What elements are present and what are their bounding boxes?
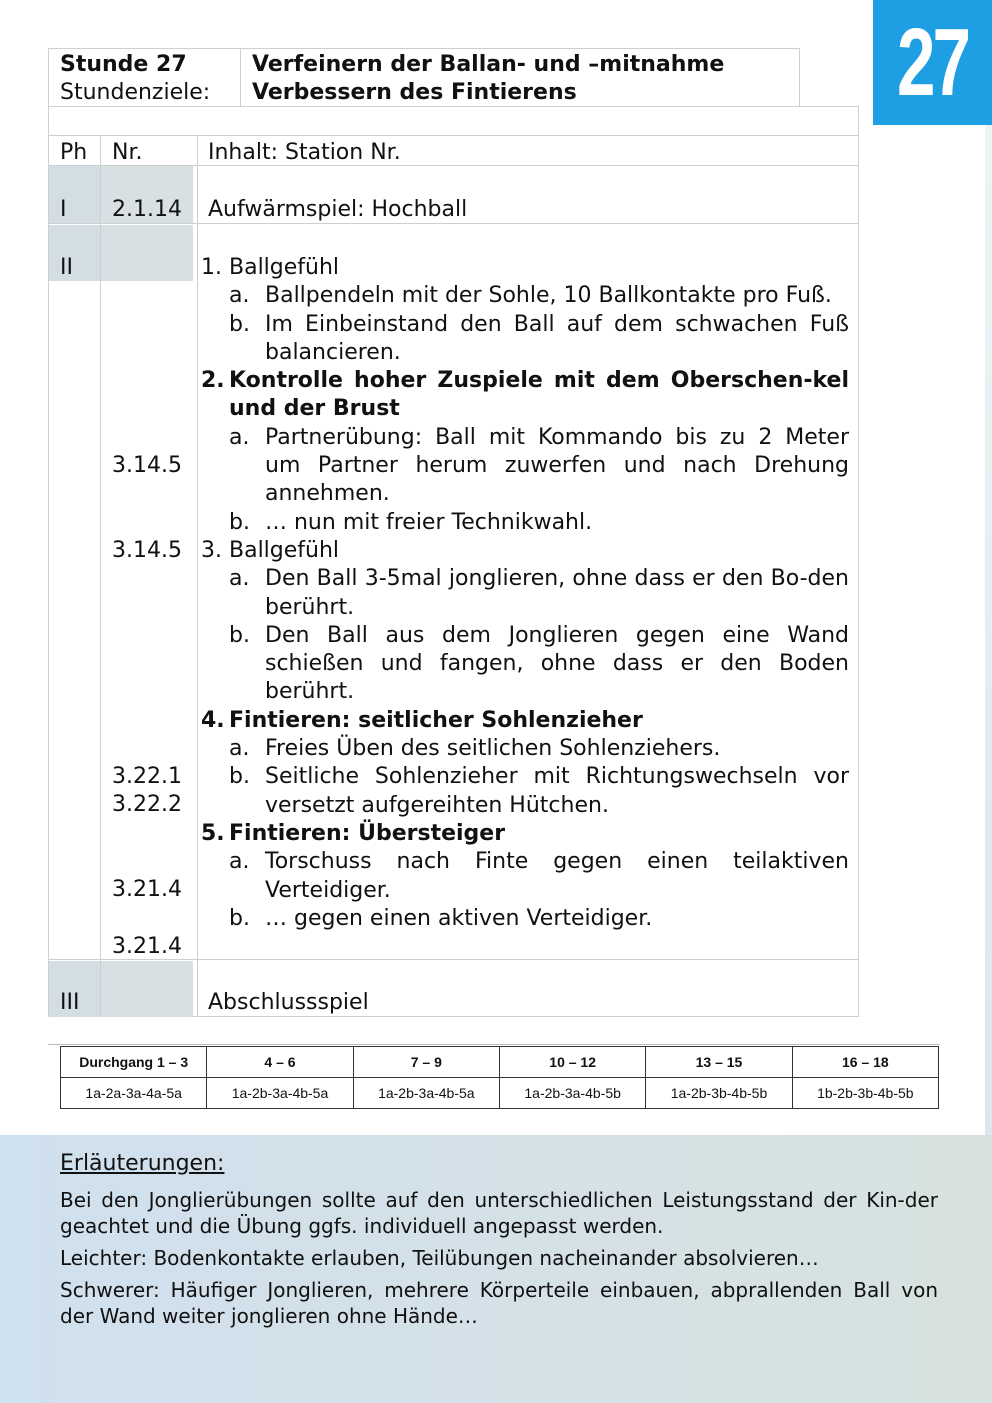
header-goals-cell (242, 49, 799, 109)
notes-paragraph: Schwerer: Häufiger Jonglieren, mehrere Körperteile einbauen, abprallenden Ball von der Wand weiter jonglieren ohne Hände… (60, 1278, 938, 1328)
row-divider (49, 135, 858, 136)
notes-paragraph: Bei den Jonglierübungen sollte auf den unterschiedlichen Leistungsstand der Kin-der geachtet und die Übung ggfs. individuell angepasst werden. (60, 1188, 938, 1238)
phase-1-label: I (60, 197, 67, 222)
sub-item (201, 311, 849, 368)
item-label: Fintieren: Übersteiger (229, 820, 506, 846)
item-number: 4. (201, 707, 225, 733)
notes-panel (0, 1135, 992, 1403)
station-nr: 3.21.4 (112, 877, 182, 902)
phase-1-nr: 2.1.14 (112, 197, 182, 222)
item-label: Kontrolle hoher Zuspiele mit dem Oberschen-kel und der Brust (229, 368, 849, 422)
lesson-table (48, 106, 859, 1017)
phase-3-label: III (60, 990, 80, 1015)
sub-item (201, 763, 849, 820)
sub-text: … nun mit freier Technikwahl. (265, 509, 593, 535)
lesson-header (48, 48, 800, 106)
sub-text: Ballpendeln mit der Sohle, 10 Ballkontakte pro Fuß. (265, 283, 832, 309)
item-label: Ballgefühl (229, 255, 340, 280)
item-number: 3. (201, 537, 222, 563)
sub-letter: a. (229, 849, 250, 875)
goal-2: Verbessern des Fintierens (252, 80, 577, 105)
table-header-cell: 7 – 9 (353, 1047, 499, 1078)
sub-text: Den Ball aus dem Jonglieren gegen eine Wand schießen und fangen, ohne dass er den Boden berührt. (265, 622, 849, 705)
list-item (201, 367, 849, 424)
sub-item (201, 282, 849, 310)
sub-letter: a. (229, 566, 250, 592)
notes-body (60, 1187, 938, 1335)
sub-text: Im Einbeinstand den Ball auf dem schwachen Fuß balancieren. (265, 311, 849, 365)
list-item (201, 537, 849, 565)
item-number: 5. (201, 820, 225, 846)
item-number: 1. (201, 255, 222, 280)
table-header-cell: 16 – 18 (792, 1047, 938, 1078)
header-left-cell (49, 49, 241, 107)
table-row (61, 1078, 939, 1109)
col-divider (100, 136, 101, 1017)
phase-2-content (201, 254, 849, 933)
phase-2-nr-shade (101, 225, 193, 281)
list-item (201, 820, 849, 848)
list-item (201, 254, 849, 282)
divider (48, 1044, 940, 1045)
notes-heading: Erläuterungen: (60, 1151, 225, 1176)
col-divider (197, 136, 198, 1017)
sub-letter: a. (229, 424, 250, 450)
phase-1-content: Aufwärmspiel: Hochball (208, 197, 468, 222)
station-nr: 3.22.2 (112, 792, 182, 817)
sub-item (201, 848, 849, 905)
sub-letter: b. (229, 622, 250, 648)
goal-1: Verfeinern der Ballan- und –mitnahme (252, 52, 725, 77)
table-header-cell: 4 – 6 (207, 1047, 353, 1078)
station-nr: 3.21.4 (112, 934, 182, 959)
station-nr: 3.14.5 (112, 538, 182, 563)
item-number: 2. (201, 368, 225, 394)
sub-item (201, 509, 849, 537)
phase-3-content: Abschlussspiel (208, 990, 369, 1015)
lesson-title: Stunde 27 (60, 52, 187, 77)
table-row (61, 1047, 939, 1078)
sub-text: Freies Üben des seitlichen Sohlenziehers. (265, 736, 721, 762)
page-number: 27 (890, 0, 976, 125)
sub-item (201, 622, 849, 707)
sub-letter: b. (229, 764, 250, 790)
table-header-cell: Durchgang 1 – 3 (61, 1047, 207, 1078)
phase-2-label: II (60, 255, 73, 280)
sub-text: Den Ball 3-5mal jonglieren, ohne dass er den Bo-den berührt. (265, 566, 849, 620)
phase-3-nr-shade (101, 961, 193, 1017)
sub-text: … gegen einen aktiven Verteidiger. (265, 905, 653, 931)
item-label: Fintieren: seitlicher Sohlenzieher (229, 707, 643, 733)
table-cell: 1a-2b-3a-4b-5a (353, 1078, 499, 1109)
right-edge-strip (985, 125, 992, 1135)
table-cell: 1a-2b-3a-4b-5a (207, 1078, 353, 1109)
sub-letter: b. (229, 905, 250, 931)
goals-label: Stundenziele: (60, 80, 211, 105)
item-label: Ballgefühl (229, 537, 340, 563)
sub-letter: a. (229, 736, 250, 762)
station-nr: 3.14.5 (112, 453, 182, 478)
phase-2-ph-shade (49, 225, 100, 281)
table-header-cell: 10 – 12 (499, 1047, 645, 1078)
sub-item (201, 424, 849, 509)
phase-1-ph-shade (49, 166, 100, 223)
col-header-content: Inhalt: Station Nr. (208, 140, 401, 165)
table-cell: 1b-2b-3b-4b-5b (792, 1078, 938, 1109)
station-nr: 3.22.1 (112, 764, 182, 789)
durchgang-table (60, 1046, 939, 1109)
table-cell: 1a-2a-3a-4a-5a (61, 1078, 207, 1109)
sub-letter: b. (229, 509, 250, 535)
row-divider (49, 165, 858, 166)
sub-letter: b. (229, 311, 250, 337)
sub-text: Torschuss nach Finte gegen einen teilaktiven Verteidiger. (265, 849, 849, 903)
table-cell: 1a-2b-3a-4b-5b (499, 1078, 645, 1109)
col-header-ph: Ph (60, 140, 88, 165)
table-header-cell: 13 – 15 (646, 1047, 792, 1078)
sub-letter: a. (229, 283, 250, 309)
sub-item (201, 565, 849, 622)
sub-text: Seitliche Sohlenzieher mit Richtungswechseln vor versetzt aufgereihten Hütchen. (265, 764, 849, 818)
table-cell: 1a-2b-3b-4b-5b (646, 1078, 792, 1109)
col-header-nr: Nr. (112, 140, 143, 165)
sub-item (201, 735, 849, 763)
sub-text: Partnerübung: Ball mit Kommando bis zu 2 Meter um Partner herum zuwerfen und nach Drehung annehmen. (265, 424, 849, 507)
sub-item (201, 905, 849, 933)
list-item (201, 707, 849, 735)
notes-paragraph: Leichter: Bodenkontakte erlauben, Teilübungen nacheinander absolvieren… (60, 1246, 819, 1270)
